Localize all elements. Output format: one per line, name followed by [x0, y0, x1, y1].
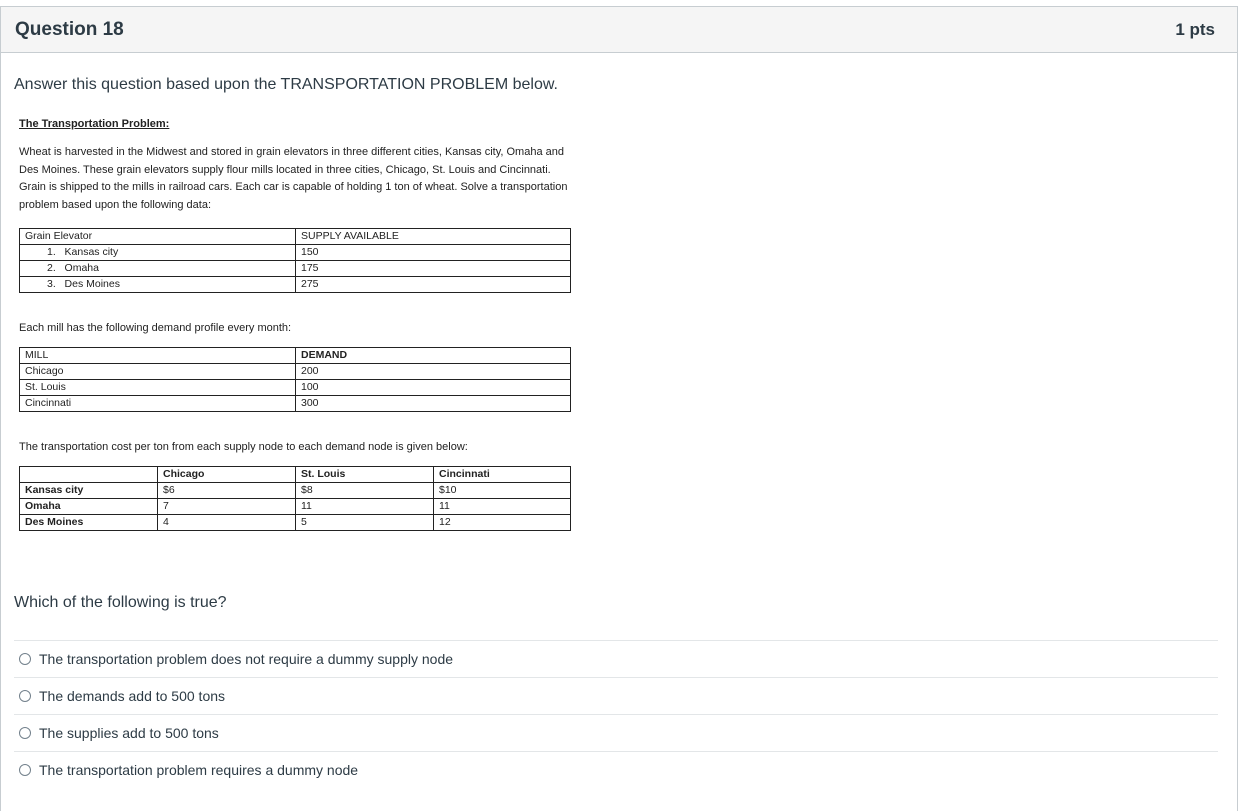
radio-button[interactable]: [19, 727, 31, 739]
radio-button[interactable]: [19, 690, 31, 702]
row-name: Des Moines: [64, 278, 120, 290]
table-row: [20, 364, 571, 380]
cost-table: [19, 466, 571, 531]
table-header-cell: DEMAND: [296, 348, 571, 364]
question-header: [1, 7, 1237, 53]
supply-table: [19, 228, 571, 293]
table-row: [20, 380, 571, 396]
answer-label[interactable]: The transportation problem does not require a dummy supply node: [39, 651, 454, 667]
table-cell: 100: [296, 380, 571, 396]
table-cell: 11: [434, 499, 571, 515]
table-row: [20, 245, 571, 261]
table-header-cell: MILL: [20, 348, 296, 364]
table-cell: 5: [296, 515, 434, 531]
answer-list: [14, 640, 1218, 788]
table-header-cell: Chicago: [158, 467, 296, 483]
table-cell: 300: [296, 396, 571, 412]
radio-button[interactable]: [19, 653, 31, 665]
table-cell: $8: [296, 483, 434, 499]
table-header-row: [20, 467, 571, 483]
table-cell: 200: [296, 364, 571, 380]
table-header-cell: Grain Elevator: [20, 229, 296, 245]
question-prompt: Answer this question based upon the TRANSPORTATION PROBLEM below.: [14, 76, 558, 93]
table-row: [20, 396, 571, 412]
table-cell: Kansas city: [20, 483, 158, 499]
table-cell: 7: [158, 499, 296, 515]
table-cell: 175: [296, 261, 571, 277]
table-cell: [20, 245, 296, 261]
question-stem: Which of the following is true?: [14, 594, 227, 611]
table-cell: 275: [296, 277, 571, 293]
table-row: [20, 499, 571, 515]
answer-option[interactable]: [14, 640, 1218, 677]
table-header-row: [20, 229, 571, 245]
answer-label[interactable]: The transportation problem requires a dummy node: [39, 762, 359, 778]
problem-document: [19, 118, 579, 214]
table-cell: 12: [434, 515, 571, 531]
table-cell: Des Moines: [20, 515, 158, 531]
table-cell: [20, 261, 296, 277]
table-header-cell: St. Louis: [296, 467, 434, 483]
table-cell: St. Louis: [20, 380, 296, 396]
table-row: [20, 261, 571, 277]
answer-option[interactable]: [14, 714, 1218, 751]
table-row: [20, 515, 571, 531]
table-header-row: [20, 348, 571, 364]
table-cell: 4: [158, 515, 296, 531]
problem-paragraph: Wheat is harvested in the Midwest and stored in grain elevators in three different cities, Kansas city, Omaha and Des Moines. These grain elevators supply flour mills located in three cities, Chicago, St. Louis and Cincinnati. Grain is shipped to the mills in railroad cars. Each car is capable of holding 1 ton of wheat. Solve a transportation problem based upon the following data:: [19, 146, 568, 211]
radio-button[interactable]: [19, 764, 31, 776]
table-cell: $10: [434, 483, 571, 499]
answer-label[interactable]: The supplies add to 500 tons: [39, 725, 219, 741]
question-points: 1 pts: [1175, 19, 1215, 39]
row-number: 3.: [47, 278, 56, 290]
problem-heading: The Transportation Problem:: [19, 118, 170, 130]
question-title: Question 18: [15, 18, 124, 40]
table-cell: 150: [296, 245, 571, 261]
answer-label[interactable]: The demands add to 500 tons: [39, 688, 226, 704]
table-cell: 11: [296, 499, 434, 515]
row-number: 2.: [47, 262, 56, 274]
table-cell: Omaha: [20, 499, 158, 515]
table-header-cell: [20, 467, 158, 483]
demand-intro: Each mill has the following demand profile every month:: [19, 322, 292, 334]
table-header-cell: Cincinnati: [434, 467, 571, 483]
row-number: 1.: [47, 246, 56, 258]
table-row: [20, 483, 571, 499]
table-cell: [20, 277, 296, 293]
cost-intro: The transportation cost per ton from each supply node to each demand node is given below:: [19, 441, 468, 453]
answer-option[interactable]: [14, 751, 1218, 788]
table-cell: $6: [158, 483, 296, 499]
table-row: [20, 277, 571, 293]
table-cell: Cincinnati: [20, 396, 296, 412]
row-name: Omaha: [64, 262, 99, 274]
table-header-cell: SUPPLY AVAILABLE: [296, 229, 571, 245]
answer-option[interactable]: [14, 677, 1218, 714]
demand-table: [19, 347, 571, 412]
row-name: Kansas city: [64, 246, 119, 258]
table-cell: Chicago: [20, 364, 296, 380]
